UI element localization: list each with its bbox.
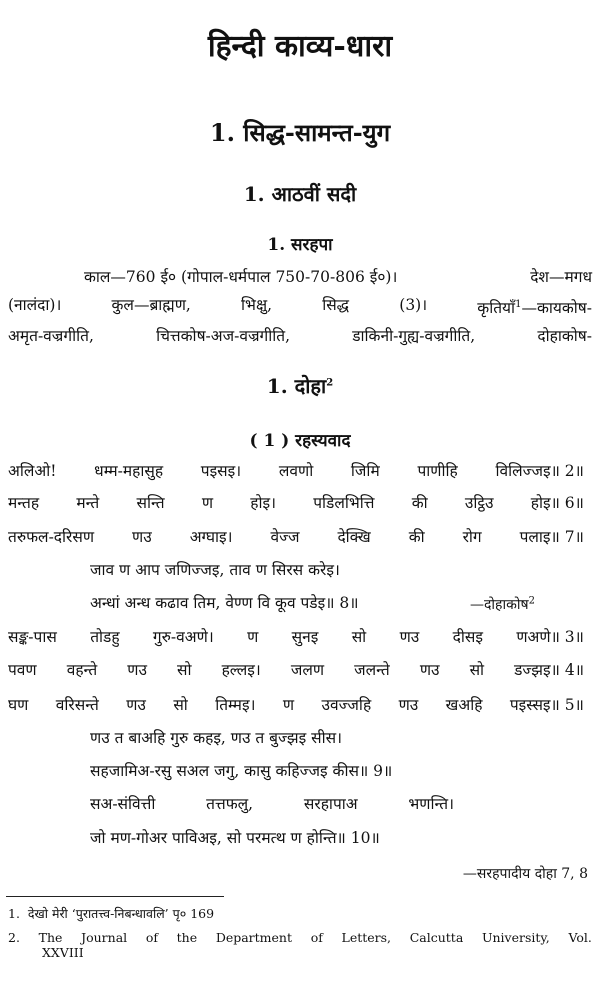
section-heading: 1. सिद्ध-सामन्त-युग: [209, 118, 391, 147]
footnote-ref-2: 2: [326, 377, 334, 389]
verse-line: जो मण-गोअर पाविअइ, सो परमत्थ ण होन्ति॥ 10॥: [90, 829, 380, 847]
intro-works-label: कृतियाँ$^1$—कायकोष-: [477, 299, 592, 318]
intro-text: दोहाकोष-: [537, 327, 592, 346]
poet-heading: 1. सरहपा: [267, 235, 333, 255]
book-title: हिन्दी काव्य-धारा: [207, 29, 393, 64]
source-citation: —सरहपादीय दोहा 7, 8: [462, 866, 588, 882]
footnote-ref-1: 1: [515, 299, 522, 310]
intro-text: कुल—ब्राह्मण,: [111, 296, 191, 314]
verse-line: जाव ण आप जणिज्जइ, ताव ण सिरस करेइ।: [90, 561, 340, 579]
verse-line: सङ्क-पास तोडहु गुरु-वअणे। ण सुनइ सो णउ दीसइ णअणे॥ 3॥: [8, 628, 584, 646]
century-heading: 1. आठवीं सदी: [243, 182, 357, 206]
footnote-1: 1. देखो मेरी ‘पुरातत्त्व-निबन्धावलि’ पृ० 169: [8, 906, 215, 921]
verse-line: पवण वहन्ते णउ सो हल्लइ। जलण जलन्ते णउ सो डज्झइ॥ 4॥: [8, 661, 584, 679]
intro-line-2: [8, 291, 592, 322]
intro-text: अमृत-वज्रगीति,: [8, 327, 94, 346]
sub-heading: ( 1 ) रहस्यवाद: [249, 431, 351, 451]
verse-line: सहजामिअ-रसु सअल जगु, कासु कहिज्जइ कीस॥ 9॥: [90, 762, 393, 780]
footnote-2: 2. The Journal of the Department of Letters, Calcutta University, Vol. XXVIII: [8, 930, 592, 960]
intro-line-1: [8, 263, 592, 291]
verse-line: अलिओ! धम्म-महासुह पइसइ। लवणो जिमि पाणीहि विलिज्जइ॥ 2॥: [8, 462, 584, 480]
verse-line: सअ-संवित्ती तत्तफलु, सरहापाअ भणन्ति।: [90, 795, 454, 813]
intro-text: चित्तकोष-अज-वज्रगीति,: [156, 327, 291, 346]
source-citation: —दोहाकोष$^2$: [470, 595, 535, 613]
verse-line: मन्तह मन्ते सन्ति ण होइ। पडिलभित्ति की उट्ठिउ होइ॥ 6॥: [8, 494, 584, 512]
intro-line-3: [8, 322, 592, 350]
intro-text: डाकिनी-गुह्य-वज्रगीति,: [352, 327, 476, 346]
poet-intro: [8, 263, 592, 350]
intro-text: (नालंदा)।: [8, 296, 62, 314]
verse-line: णउ त बाअहि गुरु कहइ, णउ त बुज्झइ सीस।: [90, 729, 342, 747]
doha-heading: 1. दोहा$^2$: [266, 374, 334, 398]
footnote-divider: [6, 896, 224, 897]
intro-text: सिद्ध: [322, 296, 350, 314]
intro-text: काल—760 ई० (गोपाल-धर्मपाल 750-70-806 ई०)।: [84, 268, 398, 286]
verse-line: अन्धां अन्ध कढाव तिम, वेण्ण वि कूव पडेइ॥ 8॥: [90, 594, 359, 612]
verse-line: तरुफल-दरिसण णउ अग्घाइ। वेज्ज देक्खि की रोग पलाइ॥ 7॥: [8, 528, 584, 546]
intro-text: भिक्षु,: [241, 296, 272, 314]
verse-line: घण वरिसन्ते णउ सो तिम्मइ। ण उवज्जहि णउ खअहि पइस्सइ॥ 5॥: [8, 696, 584, 714]
intro-text: (3)।: [399, 296, 428, 314]
intro-text: देश—मगध: [530, 268, 592, 286]
